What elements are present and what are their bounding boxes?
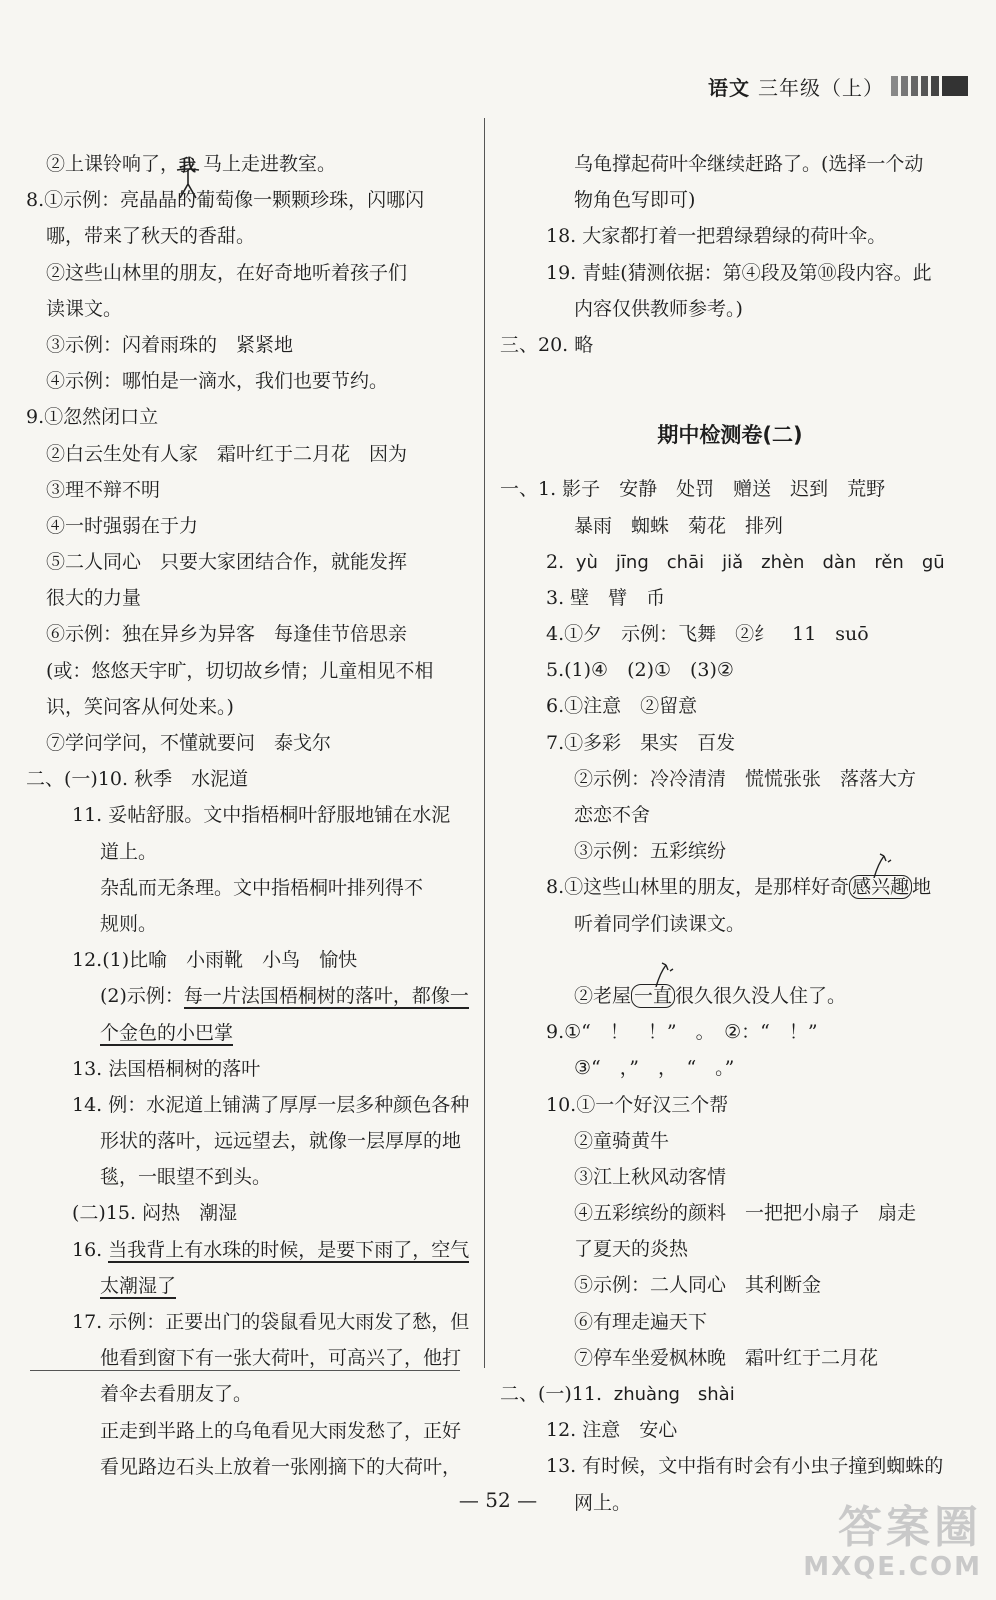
answer-text-after: 马上走进教室。: [203, 153, 337, 175]
answer-text: 暴雨 蜘蛛 菊花 排列: [574, 514, 784, 537]
answer-line: [500, 1448, 960, 1484]
right-column-bottom: [500, 471, 960, 1520]
page-number: — 52 —: [458, 1488, 538, 1512]
answer-line: [26, 906, 476, 942]
answer-text: 2.: [546, 550, 565, 573]
answer-text: ②童骑黄牛: [574, 1129, 670, 1152]
answer-line: [26, 1449, 476, 1485]
answer-line: [500, 1014, 960, 1050]
left-column: [26, 146, 476, 1485]
answer-text: 12. 注意 安心: [546, 1419, 678, 1442]
answer-line: [26, 580, 476, 616]
answer-text: 网上。: [574, 1491, 632, 1514]
answer-line: [500, 1087, 960, 1123]
answer-line: [26, 399, 476, 435]
answer-line: [500, 761, 960, 797]
answer-text: (2)示例：: [100, 985, 184, 1008]
answer-text: 16.: [72, 1238, 109, 1261]
answer-line: [26, 978, 476, 1014]
answer-line: [26, 616, 476, 652]
answer-text: ③江上秋风动客情: [574, 1165, 727, 1188]
answer-line: [26, 1232, 476, 1268]
answer-line: [26, 942, 476, 978]
answer-line: [500, 1340, 960, 1376]
answer-line: [26, 436, 476, 472]
answer-line: [26, 689, 476, 725]
answer-text: ②白云生处有人家 霜叶红于二月花 因为: [46, 442, 408, 465]
answer-line: [500, 508, 960, 544]
answer-line: [500, 1231, 960, 1267]
answer-line: [500, 1123, 960, 1159]
answer-line: [500, 1050, 960, 1086]
answer-line: [26, 797, 476, 833]
answer-text: 杂乱而无条理。文中指梧桐叶排列得不: [100, 876, 424, 899]
answer-text: 13. 有时候，文中指有时会有小虫子撞到蜘蛛的: [546, 1455, 944, 1478]
answer-line: [500, 544, 960, 580]
header-title: [708, 72, 884, 101]
answer-text: 物角色写即可): [574, 189, 696, 212]
answer-text: ⑤二人同心 只要大家团结合作，就能发挥: [46, 551, 408, 574]
answer-line: [26, 1087, 476, 1123]
answer-line: [26, 1159, 476, 1195]
answer-line: [500, 1159, 960, 1195]
answer-text: 着伞去看朋友了。: [100, 1383, 253, 1406]
answer-text: 4.①夕 示例：飞舞 ②纟 11 suō: [546, 623, 869, 646]
answer-line: [26, 255, 476, 291]
watermark-sub: MXQE.COM: [803, 1552, 982, 1582]
right-column-top: [500, 146, 960, 363]
answer-text: 18. 大家都打着一把碧绿碧绿的荷叶伞。: [546, 225, 887, 248]
answer-text: 9.①“ ！ ！” 。 ②：“ ！”: [546, 1021, 818, 1044]
answer-line: [500, 942, 960, 978]
answer-text: 19. 青蛙(猜测依据：第④段及第⑩段内容。此: [546, 261, 932, 284]
answer-text: 8.①这些山林里的朋友，是那样好奇: [546, 876, 850, 899]
answer-text: 一、1. 影子 安静 处罚 赠送 迟到 荒野: [500, 478, 886, 501]
answer-line: [500, 218, 960, 254]
answer-text: 乌龟撑起荷叶伞继续赶路了。(选择一个动: [574, 153, 924, 175]
answer-line: [500, 1304, 960, 1340]
answer-line: [500, 652, 960, 688]
answer-line: [26, 1376, 476, 1412]
answer-text: 他看到窗下有一张大荷叶，可高兴了，他打: [100, 1347, 462, 1370]
answer-line: [26, 327, 476, 363]
answer-text: ⑥有理走遍天下: [574, 1310, 708, 1333]
watermark: [803, 1504, 982, 1582]
answer-text: 11. 妥帖舒服。文中指梧桐叶舒服地铺在水泥: [72, 804, 451, 827]
answer-line: [500, 182, 960, 218]
answer-text: ⑥示例：独在异乡为异客 每逢佳节倍思亲: [46, 623, 408, 646]
answer-text: 恋恋不舍: [574, 804, 651, 826]
answer-line: [26, 218, 476, 254]
answer-text: 二、(一)10. 秋季 水泥道: [26, 768, 249, 791]
answer-line: [26, 1195, 476, 1231]
answer-line: [500, 146, 960, 182]
answer-line: [500, 291, 960, 327]
answer-line: [500, 725, 960, 761]
underlined-answer: 个金色的小巴掌: [100, 1021, 234, 1044]
answer-text: 道上。: [100, 840, 158, 863]
boxed-word: 感兴趣: [849, 875, 912, 899]
answer-text-after: 地: [912, 876, 932, 899]
answer-text: 形状的落叶，远远望去，就像一层厚厚的地: [100, 1130, 462, 1153]
answer-text: ⑦停车坐爱枫林晚 霜叶红于二月花: [574, 1346, 879, 1369]
answer-text: 听着同学们读课文。: [574, 912, 746, 935]
correction-mark-icon: [652, 961, 676, 987]
answer-line: [26, 1268, 476, 1304]
answer-text: 内容仅供教师参考。): [574, 297, 743, 320]
answer-text: ②老屋: [574, 984, 632, 1007]
answer-text: ③“ ，” ， “ 。”: [574, 1057, 735, 1080]
answer-line: [500, 580, 960, 616]
pinyin-text: yù jīng chāi jiǎ zhèn dàn rěn gū: [564, 551, 945, 573]
answer-line: [26, 291, 476, 327]
page-header: [0, 70, 996, 106]
answer-line: [26, 761, 476, 797]
answer-line: [500, 616, 960, 652]
answer-text: ⑦学问学问，不懂就要问 泰戈尔: [46, 732, 332, 754]
header-decoration: [891, 76, 968, 96]
answer-text: 看见路边石头上放着一张刚摘下的大荷叶，: [100, 1455, 462, 1478]
boxed-word: 一直: [631, 984, 675, 1008]
answer-line: [26, 834, 476, 870]
watermark-main: 答案圈: [838, 1502, 982, 1553]
answer-text: ④示例：哪怕是一滴水，我们也要节约。: [46, 370, 389, 393]
correction-mark-icon: [870, 852, 894, 878]
answer-line: [500, 797, 960, 833]
answer-text: 14. 例：水泥道上铺满了厚厚一层多种颜色各种: [72, 1093, 470, 1116]
answer-text: ③示例：五彩缤纷: [574, 840, 727, 863]
answer-text: 正走到半路上的乌龟看见大雨发愁了，正好: [100, 1419, 462, 1442]
answer-text: 13. 法国梧桐树的落叶: [72, 1057, 261, 1080]
answer-line: [500, 471, 960, 507]
answer-text: 7.①多彩 果实 百发: [546, 731, 736, 754]
answer-line: [26, 182, 476, 218]
answer-line: [26, 1123, 476, 1159]
answer-text: 三、20. 略: [500, 333, 594, 356]
underlined-answer: 当我背上有水珠的时候，是要下雨了，空气: [108, 1238, 470, 1261]
answer-line: [500, 327, 960, 363]
answer-text: 10.①一个好汉三个帮: [546, 1093, 729, 1116]
answer-text: 12.(1)比喻 小雨靴 小鸟 愉快: [72, 949, 358, 972]
answer-line: [26, 472, 476, 508]
answer-line: [500, 688, 960, 724]
pinyin-text: zhuàng shài: [602, 1384, 735, 1405]
answer-line: [26, 1015, 476, 1051]
answer-text: (或：悠悠天宇旷，切切故乡情；儿童相见不相: [46, 659, 434, 682]
answer-line: [26, 1340, 476, 1376]
answer-line: [26, 508, 476, 544]
answer-text: ④一时强弱在于力: [46, 514, 199, 537]
insert-mark-char: 我: [179, 156, 197, 176]
answer-text: 识，笑问客从何处来。): [46, 695, 234, 718]
answer-line: [500, 906, 960, 942]
answer-text-after: 很久很久没人住了。: [675, 984, 847, 1007]
answer-line: [500, 869, 960, 905]
answer-text: 哪，带来了秋天的香甜。: [46, 225, 256, 248]
answer-text: 了夏天的炎热: [574, 1238, 689, 1261]
answer-line: [500, 255, 960, 291]
answer-text: (二)15. 闷热 潮湿: [72, 1202, 238, 1225]
answer-text: 8.①示例：亮晶晶的葡萄像一颗颗珍珠，闪哪闪: [26, 189, 425, 212]
answer-line: [26, 544, 476, 580]
answer-line: [26, 1051, 476, 1087]
underlined-answer: 太潮湿了: [100, 1274, 177, 1297]
section-title: 期中检测卷(二): [657, 423, 803, 448]
underlined-answer: 每一片法国梧桐树的落叶，都像一: [183, 985, 469, 1008]
answer-text: ③理不辩不明: [46, 478, 161, 501]
answer-line: [500, 1376, 960, 1412]
answer-text: 17. 示例：正要出门的袋鼠看见大雨发了愁，但: [72, 1311, 470, 1333]
answer-text: 5.(1)④ (2)① (3)②: [546, 659, 734, 682]
answer-text: 读课文。: [46, 297, 123, 320]
answer-text: 毯，一眼望不到头。: [100, 1166, 272, 1189]
answer-line: [26, 146, 476, 182]
answer-text: 很大的力量: [46, 587, 142, 610]
header-grade: 三年级（上）: [758, 76, 884, 100]
answer-line: [26, 363, 476, 399]
answer-line: [500, 1412, 960, 1448]
answer-text: 规则。: [100, 912, 158, 935]
answer-text: ⑤示例：二人同心 其利断金: [574, 1274, 822, 1297]
answer-text: ③示例：闪着雨珠的 紧紧地: [46, 333, 294, 356]
answer-line: [26, 1304, 476, 1340]
answer-text: 6.①注意 ②留意: [546, 695, 698, 718]
answer-line: [26, 653, 476, 689]
answer-line: [26, 1413, 476, 1449]
answer-line: [500, 978, 960, 1014]
answer-text: ②这些山林里的朋友，在好奇地听着孩子们: [46, 261, 408, 284]
answer-line: [26, 870, 476, 906]
answer-line: [500, 1267, 960, 1303]
answer-text: 二、(一)11.: [500, 1383, 603, 1405]
answer-text: ④五彩缤纷的颜料 一把把小扇子 扇走: [574, 1202, 917, 1225]
answer-text: ②上课铃响了，: [46, 153, 180, 175]
right-column: [500, 146, 960, 1521]
answer-text: 3. 壁 臂 币: [546, 586, 666, 609]
answer-line: [26, 725, 476, 761]
column-divider: [484, 118, 485, 1368]
answer-text: 9.①忽然闭口立: [26, 406, 159, 429]
header-subject: 语文: [708, 76, 750, 100]
answer-line: [500, 1195, 960, 1231]
answer-text: ②示例：冷冷清清 慌慌张张 落落大方: [574, 767, 917, 790]
